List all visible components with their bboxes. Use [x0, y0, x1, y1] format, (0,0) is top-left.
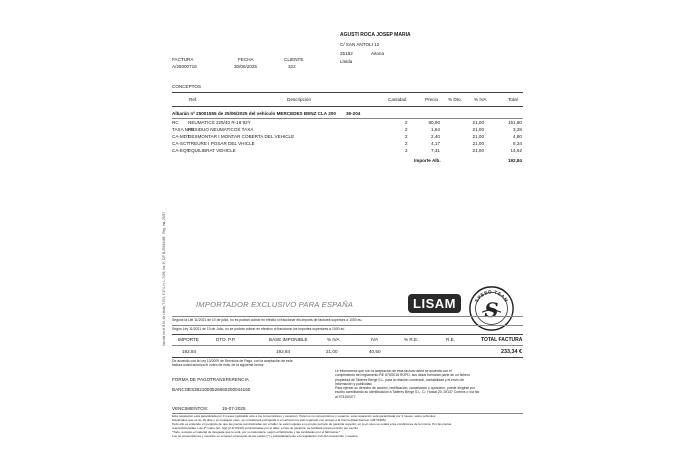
item-price: 7,31	[431, 148, 440, 153]
legal-text-2: Según Ley 11/2021 de 10 de Julio, no se podrán cobrar en efectivo ni fraccionar los importes superiores a 1000 eu.	[172, 327, 346, 331]
importe-alb-value: 192,84	[507, 158, 522, 163]
forma-pago-label: FORMA DE PAGO:	[172, 377, 212, 382]
totals-values	[172, 349, 522, 355]
forma-pago-value: TRANSFERENCIA	[210, 377, 249, 382]
privacy-line: al 973190377.	[335, 394, 357, 399]
fecha-label: FECHA	[238, 57, 254, 62]
item-qty: 2	[405, 134, 408, 139]
privacy-block	[335, 369, 479, 399]
totals-label-importe: IMPORTE	[178, 337, 199, 342]
table-header	[172, 97, 522, 103]
header-rule	[172, 106, 523, 107]
cliente-value: 322	[288, 64, 296, 69]
table-row	[172, 141, 522, 147]
item-desc: EQUILIBRAT VEHICLE	[188, 148, 236, 153]
client-province: Lleida	[340, 59, 353, 64]
item-total: 14,62	[510, 148, 522, 153]
totals-bottom-rule	[172, 357, 523, 358]
vencimientos-label: VENCIMIENTOS:	[172, 406, 209, 411]
col-precio: Precio	[425, 97, 439, 102]
client-name: AGUSTI ROCA JOSEP MARIA	[340, 32, 411, 38]
item-qty: 2	[405, 148, 408, 153]
payment-note-1: De acuerdo con la Ley 10/2009 de Servicios de Pago, con la aceptación de esta	[172, 359, 293, 363]
item-ref: RC	[172, 120, 179, 125]
legal-rule-2	[172, 325, 523, 326]
item-qty: 2	[405, 120, 408, 125]
seal-letter: S	[484, 297, 499, 322]
legal-text-1: Segons la Llei 11/2021 de 10 de juliol, no es podran cobrar en efectiu ni fraccionar els imports de factures superiors a 1000 eu.	[172, 318, 363, 322]
item-desc: RESIDUO NEUMATICOS TAXA	[188, 127, 254, 132]
banco-label: BANCO:	[172, 387, 190, 392]
cliente-label: CLIENTE	[284, 57, 304, 62]
lisam-logo: LISAM	[408, 294, 461, 313]
col-total: Total	[508, 97, 518, 102]
client-postal-code: 25182	[340, 51, 353, 56]
item-desc: TREURE I POSAR DEL VHICLE	[188, 141, 255, 146]
factura-value: A/25000716	[172, 64, 197, 69]
footer-block	[172, 415, 451, 438]
table-row	[172, 127, 522, 133]
footer-line: reacondicionadas o de 2ª mano (art. 4(2) (2-9/ 03/16) suministradas por el taller, el tipo de garantía, se facilitará previa petición por escrito.	[172, 425, 359, 430]
item-ref: CA-MDT	[172, 134, 190, 139]
privacy-line: escrito acreditando su identificación a Talleres Berge S.L. C/. Hostal 20, 25137 Corbins o vía fax	[335, 390, 480, 395]
payment-note-2: factura usted autoriza el cobro de esta, de la siguiente forma:	[172, 363, 264, 367]
totals-importe: 192,84	[182, 349, 197, 354]
fecha-value: 30/06/2025	[234, 64, 257, 69]
col-cantidad: Cantidad	[388, 97, 407, 102]
albaran-line: Albarán nº 25001555 de 25/06/2025 del vehículo MERCEDES BENZ CLA 200	[172, 111, 336, 116]
footer-line: industriales que es de 15 días o en cualquier caso, se considerará extinguida si el vehículo ha sido reparado con arreglo a la norma (Real Decreto 1457/1986).	[172, 417, 387, 422]
item-total: 4,80	[513, 134, 522, 139]
privacy-line: cumplimiento del reglamento RE 679/2016 RGPD, sus datos formarán parte de un fichero	[335, 373, 470, 378]
totals-total: 233,34 €	[501, 349, 522, 355]
vencimientos-value: 15-07-2025	[222, 406, 246, 411]
totals-iva-pct: 21,00	[326, 349, 338, 354]
totals-label-base: BASE IMPONIBLE	[269, 337, 308, 342]
col-dto: % Dto.	[448, 97, 462, 102]
albaran-rule	[172, 118, 523, 119]
totals-label-dto: DTO. P.P.	[216, 337, 236, 342]
totals-iva: 40,50	[369, 349, 381, 354]
item-iva: 21,00	[472, 120, 484, 125]
item-price: 4,17	[431, 141, 440, 146]
privacy-line: Le informamos que con la aceptación de esta factura usted se acuerda con el	[335, 369, 452, 373]
item-price: 1,64	[431, 127, 440, 132]
totals-base: 192,84	[276, 349, 291, 354]
conceptos-label: CONCEPTOS	[172, 84, 202, 89]
item-ref: TAXA NFU	[172, 127, 195, 132]
privacy-line: Para ejercer su derecho de acceso, rectificación, cancelación y oposición, puede dirigirse por	[335, 386, 476, 391]
item-total: 8,34	[513, 141, 522, 146]
totals-label-iva: IVA	[371, 337, 379, 342]
banco-value: ES3821000526660200044160	[188, 387, 251, 392]
totals-top-rule	[172, 334, 523, 335]
col-ref: Ref.	[189, 97, 198, 102]
item-total: 161,80	[507, 120, 522, 125]
item-iva: 21,00	[472, 141, 484, 146]
factura-label: FACTURA	[172, 57, 194, 62]
item-iva: 21,00	[472, 148, 484, 153]
footer-line: Esta reparación está garantizada por 3 meses (aplicable sólo a los consumidores y usuarios). Para los no consumidores y usuarios, esta reparación está garantizada por 3 meses, salvo vehículos	[172, 414, 436, 418]
seal-text: SPEED TEAM	[474, 289, 509, 304]
totals-label-re: R.E.	[446, 337, 455, 342]
totals-label-iva-pct: % IVA	[327, 337, 340, 342]
item-qty: 2	[405, 141, 408, 146]
footer-line: *Todo, excepto el material de desgaste que lo está, por su naturaleza, según el fabricante y las cantidades por el fabricante.*	[172, 429, 341, 434]
footer-line: Todo ello se entiende sin perjuicio de que las piezas suministradas por el taller no estén sujetas a su propio período de garantía superior, en cuyo caso se estará a las condiciones de la misma. Por las piezas	[172, 421, 452, 426]
table-top-rule	[172, 92, 523, 93]
item-ref: CA-SCT	[172, 141, 190, 146]
importe-alb-label: Importe Alb.	[414, 158, 441, 163]
registry-vertical-text: Inscrita en el R.M. de Lleida, T.574, F.174, H. L-7436, Ins 1ª, CIF B-25434466 · Reg. Ind. 25/57	[162, 211, 166, 346]
table-row	[172, 134, 522, 140]
table-row	[172, 148, 522, 154]
col-iva: % IVA	[474, 97, 487, 102]
totals-label-total: TOTAL FACTURA	[481, 337, 523, 343]
legal-rule-1	[172, 316, 523, 317]
client-street: C/ SAN ANTOLI 12	[340, 42, 380, 47]
item-qty: 2	[405, 127, 408, 132]
item-total: 3,28	[513, 127, 522, 132]
item-iva: 21,00	[472, 134, 484, 139]
item-price: 2,40	[431, 134, 440, 139]
privacy-line: información y publicidad.	[335, 381, 373, 386]
item-desc: DESMONTAR I MONTAR COBERTA DEL VEHICLE	[188, 134, 295, 139]
item-price: 80,90	[428, 120, 440, 125]
footer-line: Los no consumidores y usuarios se someten al acuerdo de las partes (*) y subsidiariamente a la legislación civil del consumidor y usuario.	[172, 433, 359, 438]
client-town: Aitona	[371, 51, 385, 56]
item-desc: NEUMATICS 225/40 R-18 92Y	[188, 120, 251, 125]
albaran-plate: 36-204	[346, 111, 361, 116]
importador-text: IMPORTADOR EXCLUSIVO PARA ESPAÑA	[196, 300, 354, 309]
table-row	[172, 120, 522, 126]
totals-header	[172, 337, 522, 343]
col-descripcion: Descripción	[287, 97, 311, 102]
item-ref: CA-EQT	[172, 148, 190, 153]
item-iva: 21,00	[472, 127, 484, 132]
privacy-line: propiedad de Talleres Berge S.L. para la relación comercial, contabilidad y el envío de	[335, 377, 465, 382]
totals-label-re-pct: % R.E.	[404, 337, 419, 342]
totals-mid-rule	[172, 345, 523, 346]
